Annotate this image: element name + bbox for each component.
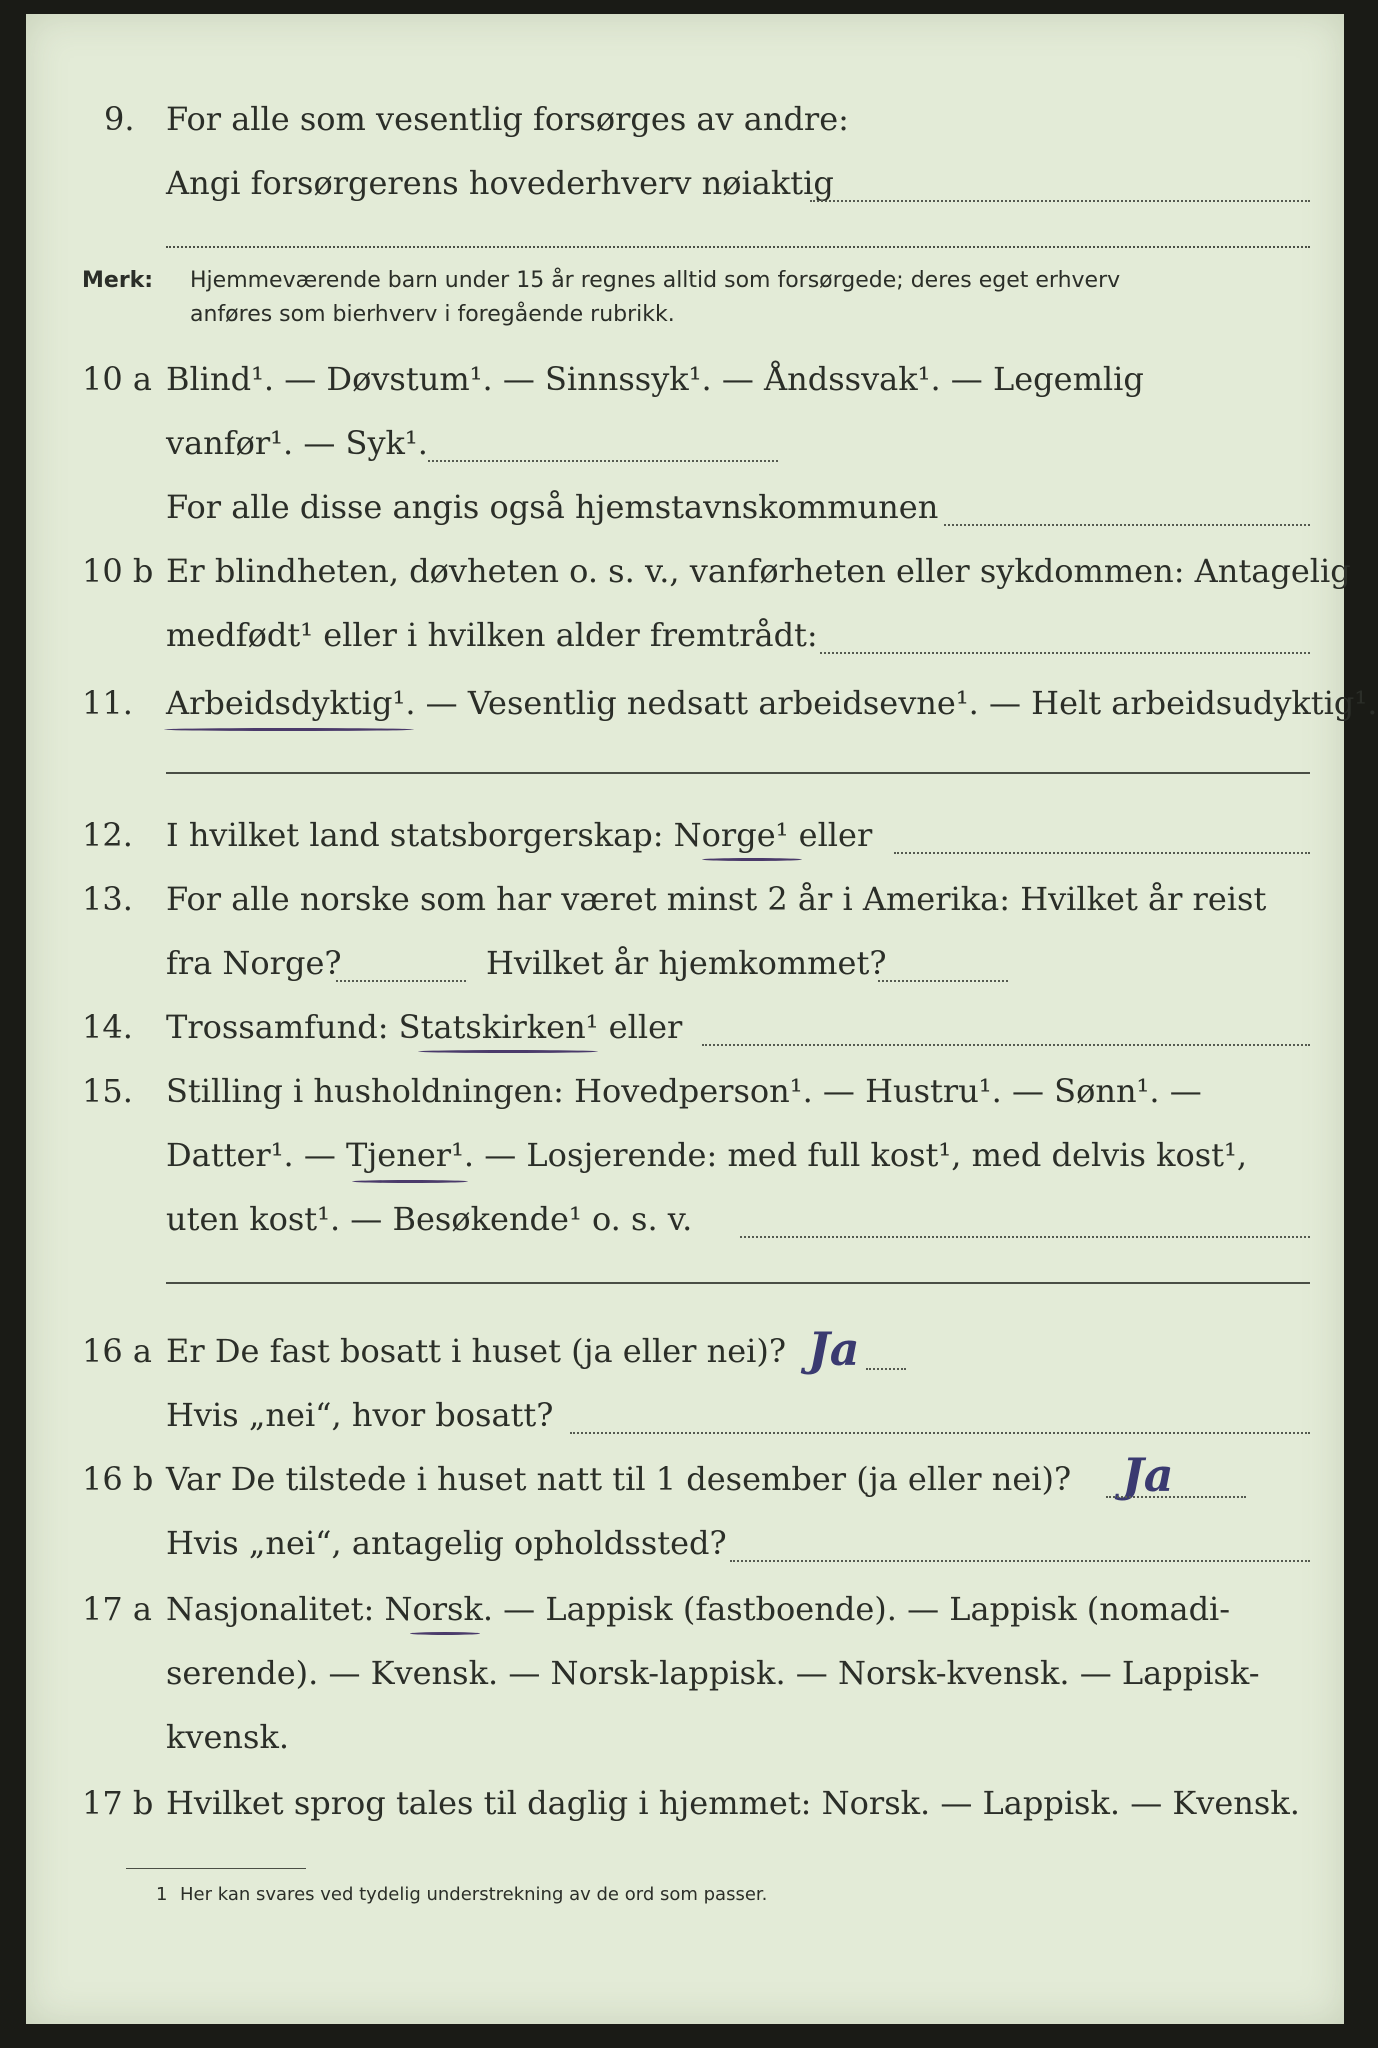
q10a-row3 (26, 482, 1344, 542)
q15-text2: Datter¹. — Tjener¹. — Losjerende: med full kost¹, med delvis kost¹, (166, 1136, 1248, 1174)
q11-separator (166, 772, 1310, 774)
q12-number: 12. (82, 816, 133, 854)
q9-row1 (26, 94, 1344, 154)
q16a-number: 16 a (82, 1332, 152, 1370)
q11-text: Arbeidsdyktig¹. — Vesentlig nedsatt arbeidsevne¹. — Helt arbeidsudyktig¹. (166, 684, 1378, 722)
q10a-home-line[interactable] (944, 524, 1310, 526)
q13-text1: For alle norske som har været minst 2 år i Amerika: Hvilket år reist (166, 880, 1267, 918)
q13-year-returned-line[interactable] (878, 980, 1008, 982)
q9-text2: Angi forsørgerens hovederhverv nøiaktig (166, 164, 834, 202)
q16b-row1 (26, 1448, 1344, 1514)
merk-label: Merk: (82, 268, 154, 293)
q16a-residence-line[interactable] (570, 1432, 1310, 1434)
q17a-handwritten-underline (410, 1632, 480, 1635)
q13-row1 (26, 874, 1344, 934)
q9-text1: For alle som vesentlig forsørges av andre: (166, 100, 849, 138)
q16b-text1: Var De tilstede i huset natt til 1 desember (ja eller nei)? (166, 1460, 1072, 1498)
q12-answer-line[interactable] (894, 852, 1310, 854)
q9-answer-line[interactable] (810, 200, 1310, 202)
q13-text2b: Hvilket år hjemkommet? (486, 944, 887, 982)
q15-row1 (26, 1066, 1344, 1126)
q10b-row2 (26, 610, 1344, 670)
q17b-number: 17 b (82, 1784, 154, 1822)
q9-row2 (26, 158, 1344, 218)
q15-row2 (26, 1130, 1344, 1190)
q16a-row2 (26, 1390, 1344, 1450)
q16b-row2 (26, 1518, 1344, 1578)
q15-number: 15. (82, 1072, 133, 1110)
merk-text1: Hjemmeværende barn under 15 år regnes alltid som forsørgede; deres eget erhverv (190, 268, 1121, 293)
q15-row3 (26, 1194, 1344, 1254)
q15-answer-line[interactable] (740, 1236, 1310, 1238)
q16a-answer-line[interactable] (866, 1368, 906, 1370)
q17b-text: Hvilket sprog tales til daglig i hjemmet: Norsk. — Lappisk. — Kvensk. (166, 1784, 1300, 1822)
q10a-row1 (26, 354, 1344, 414)
q16a-handwritten-answer: Ja (808, 1322, 860, 1376)
q14-row (26, 1002, 1344, 1062)
merk-text2: anføres som bierhverv i foregående rubrikk. (190, 302, 675, 327)
q17a-text3: kvensk. (166, 1718, 289, 1756)
q16b-number: 16 b (82, 1460, 154, 1498)
q10b-text1: Er blindheten, døvheten o. s. v., vanførheten eller sykdommen: Antagelig (166, 552, 1351, 590)
q17a-number: 17 a (82, 1590, 152, 1628)
q13-row2 (26, 938, 1344, 998)
footnote-text: Her kan svares ved tydelig understrekning av de ord som passer. (180, 1884, 768, 1905)
q17a-text1: Nasjonalitet: Norsk. — Lappisk (fastboende). — Lappisk (nomadi- (166, 1590, 1231, 1628)
q15-handwritten-underline (352, 1180, 468, 1183)
q10a-text2: vanfør¹. — Syk¹. (166, 424, 428, 462)
q13-number: 13. (82, 880, 133, 918)
q14-answer-line[interactable] (702, 1044, 1310, 1046)
q16b-handwritten-answer: Ja (1122, 1448, 1174, 1502)
q9-number: 9. (104, 100, 135, 138)
q10a-answer-line[interactable] (428, 460, 778, 462)
q17a-row1 (26, 1584, 1344, 1644)
q10a-text3: For alle disse angis også hjemstavnskommunen (166, 488, 939, 526)
q14-text: Trossamfund: Statskirken¹ eller (166, 1008, 683, 1046)
q14-number: 14. (82, 1008, 133, 1046)
q10a-number: 10 a (82, 360, 152, 398)
q13-text2a: fra Norge? (166, 944, 342, 982)
q12-row (26, 810, 1344, 870)
q11-handwritten-underline (164, 728, 414, 731)
census-form-page (26, 14, 1378, 2024)
q16b-location-line[interactable] (730, 1560, 1310, 1562)
q17a-row2 (26, 1648, 1344, 1708)
q17a-text2: serende). — Kvensk. — Norsk-lappisk. — Norsk-kvensk. — Lappisk- (166, 1654, 1260, 1692)
q11-number: 11. (82, 684, 133, 722)
q10a-row2 (26, 418, 1344, 478)
q12-handwritten-underline (702, 858, 802, 861)
q14-handwritten-underline (418, 1050, 598, 1053)
q9-extra-line[interactable] (166, 246, 1310, 248)
q16a-row1 (26, 1322, 1344, 1386)
q13-year-left-line[interactable] (336, 980, 466, 982)
q15-text1: Stilling i husholdningen: Hovedperson¹. — Hustru¹. — Sønn¹. — (166, 1072, 1202, 1110)
q15-separator (166, 1282, 1310, 1284)
q16a-text1: Er De fast bosatt i huset (ja eller nei)? (166, 1332, 787, 1370)
q16b-answer-line[interactable] (1106, 1496, 1246, 1498)
q16a-text2: Hvis „nei“, hvor bosatt? (166, 1396, 554, 1434)
q10b-row1 (26, 546, 1351, 606)
q10b-answer-line[interactable] (820, 652, 1310, 654)
footnote-rule (126, 1868, 306, 1869)
q17a-row3 (26, 1712, 1344, 1772)
q12-text: I hvilket land statsborgerskap: Norge¹ eller (166, 816, 873, 854)
q10a-text1: Blind¹. — Døvstum¹. — Sinnssyk¹. — Åndssvak¹. — Legemlig (166, 360, 1144, 398)
q11-row (26, 678, 1378, 738)
q10b-text2: medfødt¹ eller i hvilken alder fremtrådt: (166, 616, 818, 654)
q16b-text2: Hvis „nei“, antagelig opholdssted? (166, 1524, 727, 1562)
footnote-mark: 1 (156, 1884, 168, 1905)
q15-text3: uten kost¹. — Besøkende¹ o. s. v. (166, 1200, 693, 1238)
q10b-number: 10 b (82, 552, 154, 590)
q17b-row (26, 1778, 1344, 1838)
